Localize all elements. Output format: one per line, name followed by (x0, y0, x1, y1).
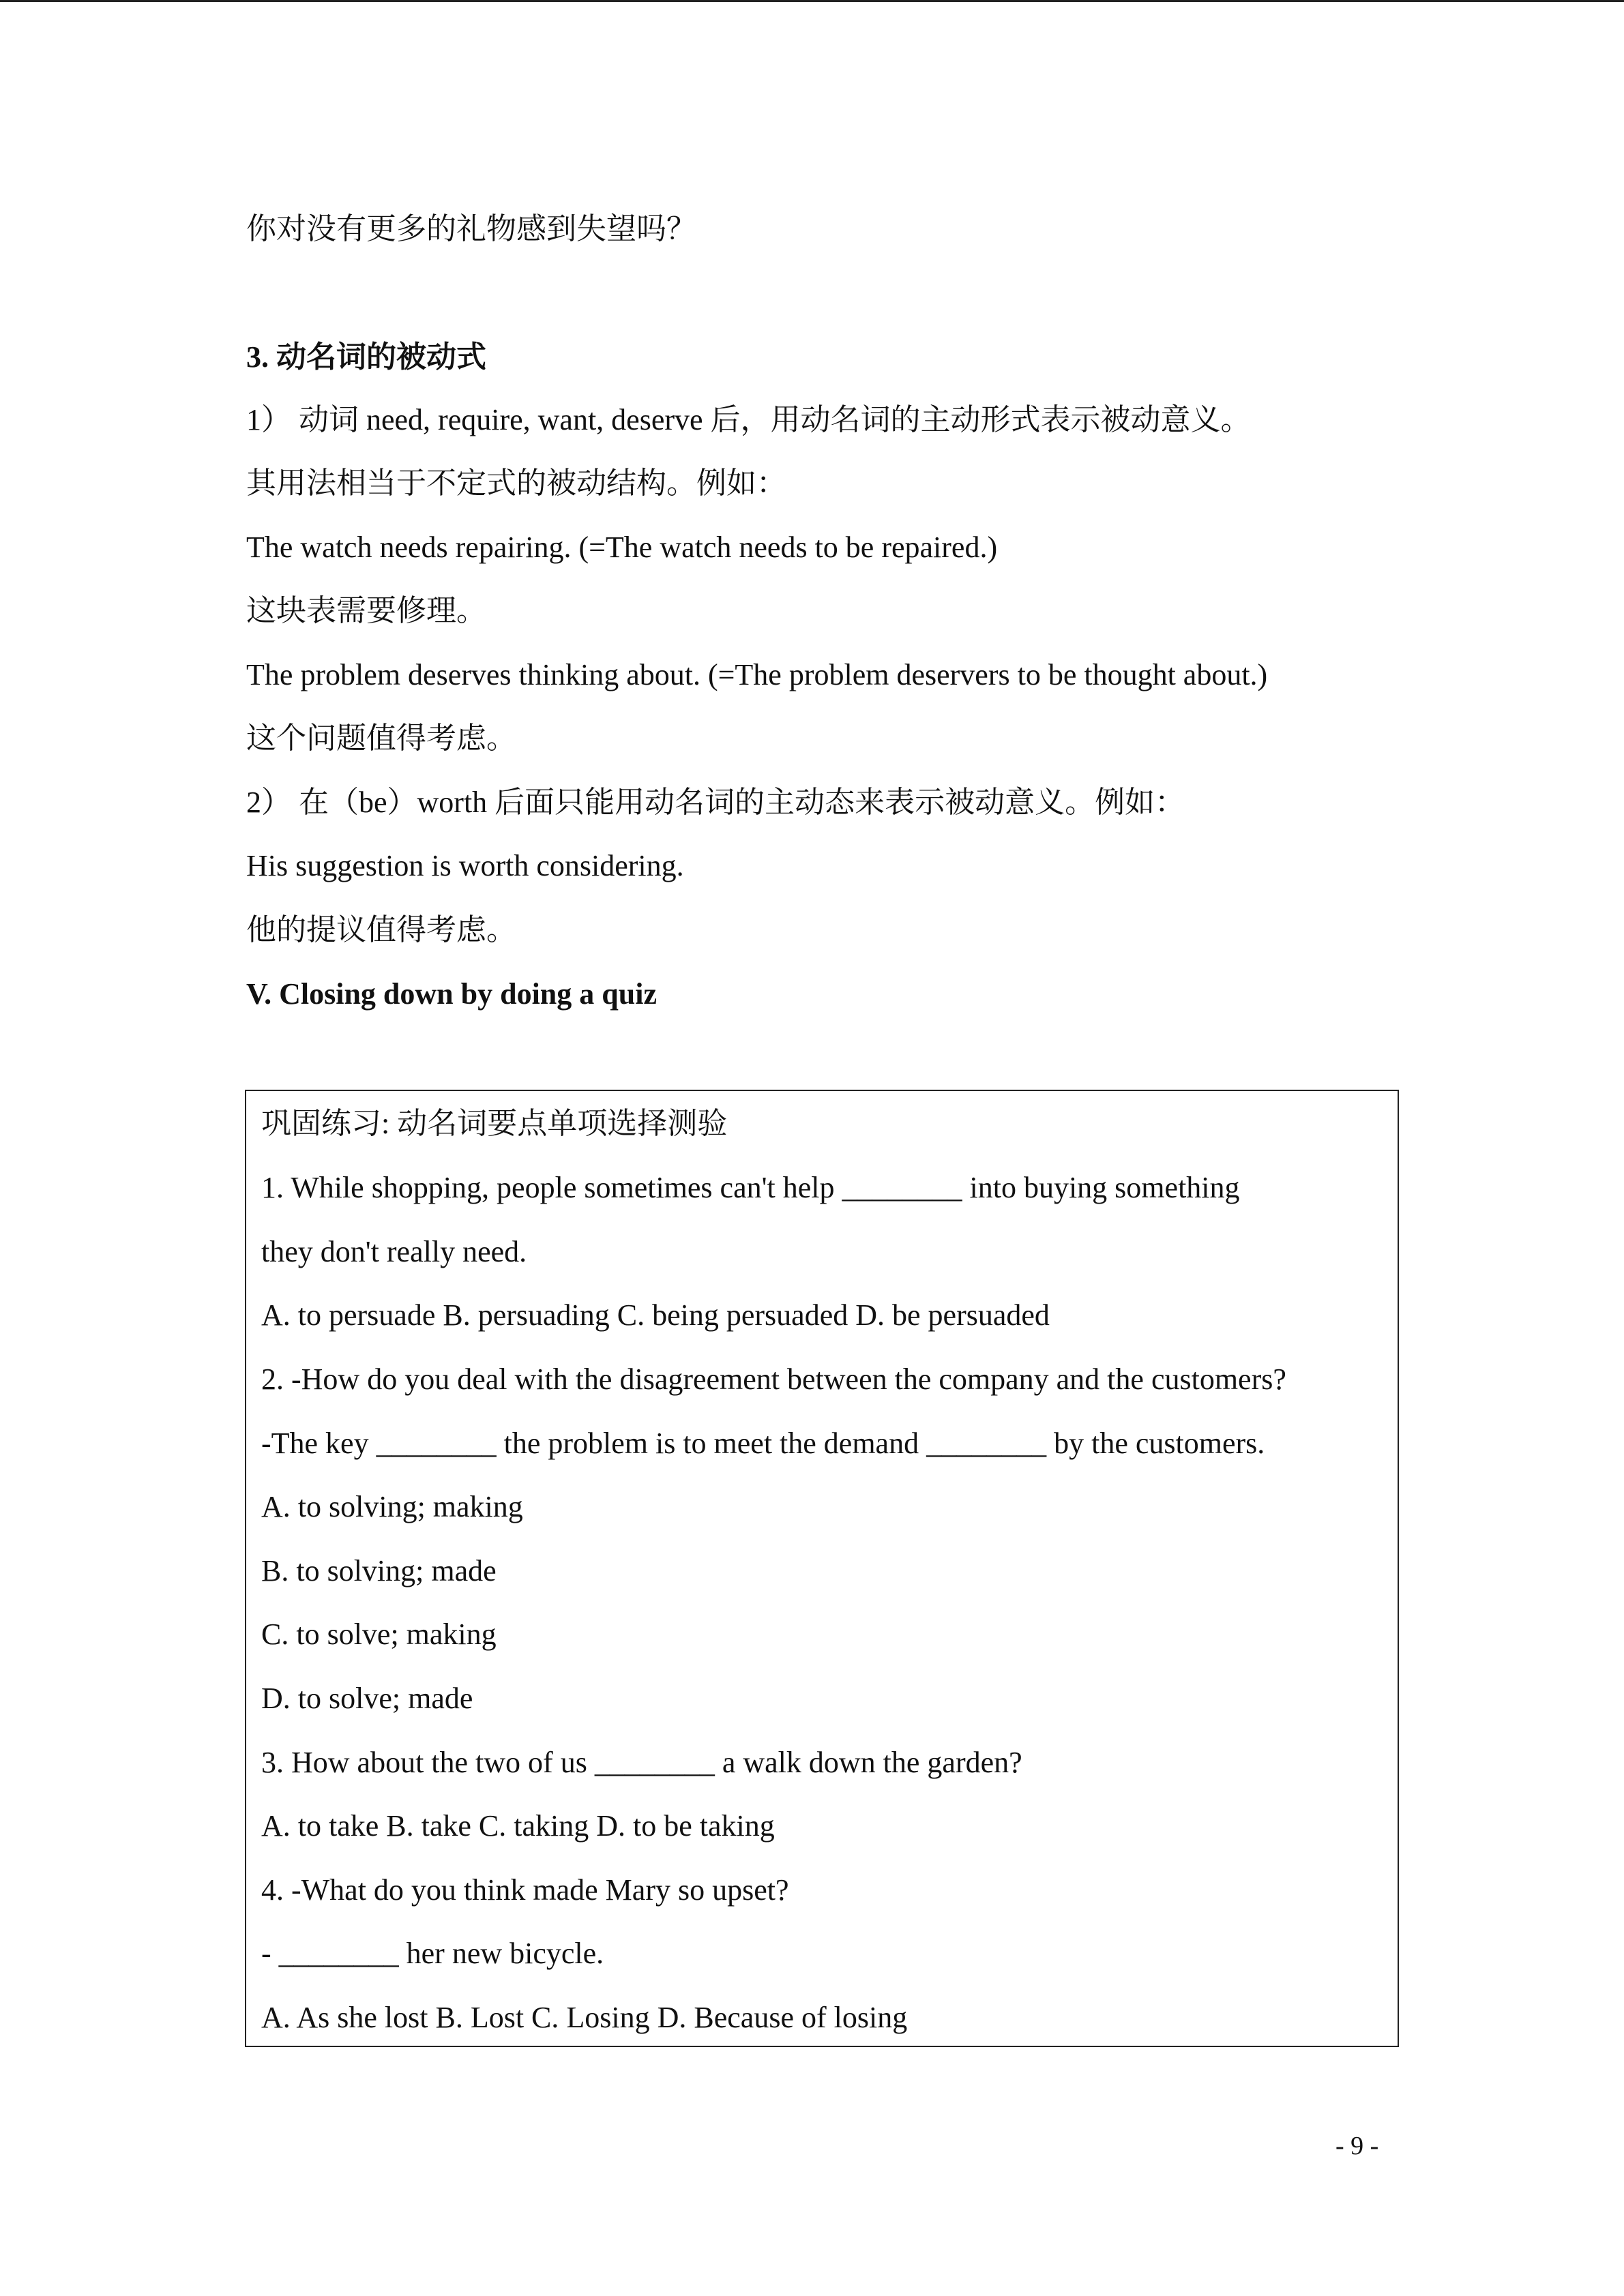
question-2-option-d: D. to solve; made (261, 1682, 473, 1715)
question-3-line-1: 3. How about the two of us ________ a walk down the garden? (261, 1746, 1022, 1779)
question-2-line-2: -The key ________ the problem is to meet the demand ________ by the customers. (261, 1427, 1265, 1460)
page-number: - 9 - (1335, 2132, 1379, 2160)
example-2-english: The problem deserves thinking about. (=The problem deservers to be thought about.) (246, 658, 1268, 691)
question-4-options: A. As she lost B. Lost C. Losing D. Because of losing (261, 2001, 908, 2034)
question-1-options: A. to persuade B. persuading C. being persuaded D. be persuaded (261, 1298, 1050, 1332)
question-1-line-2: they don't really need. (261, 1235, 527, 1268)
point-1-continuation: 其用法相当于不定式的被动结构。例如： (246, 466, 786, 500)
quiz-box (245, 1090, 1399, 2047)
example-3-english: His suggestion is worth considering. (246, 849, 684, 882)
intro-line: 你对没有更多的礼物感到失望吗？ (246, 212, 696, 245)
question-4-line-1: 4. -What do you think made Mary so upset? (261, 1873, 789, 1907)
quiz-title: 巩固练习: 动名词要点单项选择测验 (261, 1107, 728, 1140)
example-1-english: The watch needs repairing. (=The watch needs to be repaired.) (246, 531, 998, 564)
example-1-chinese: 这块表需要修理。 (246, 594, 486, 627)
section-v-heading: V. Closing down by doing a quiz (246, 977, 657, 1011)
example-3-chinese: 他的提议值得考虑。 (246, 913, 516, 946)
question-2-option-a: A. to solving; making (261, 1490, 523, 1523)
question-1-line-1: 1. While shopping, people sometimes can't help ________ into buying something (261, 1171, 1240, 1204)
question-2-option-c: C. to solve; making (261, 1617, 497, 1651)
example-2-chinese: 这个问题值得考虑。 (246, 721, 516, 755)
point-2: 2） 在（be）worth 后面只能用动名词的主动态来表示被动意义。例如： (246, 786, 1185, 819)
section-3-heading: 3. 动名词的被动式 (246, 340, 486, 374)
point-1: 1） 动词 need, require, want, deserve 后，用动名词的主动形式表示被动意义。 (246, 403, 1251, 436)
question-3-options: A. to take B. take C. taking D. to be taking (261, 1809, 775, 1843)
question-2-line-1: 2. -How do you deal with the disagreement between the company and the customers? (261, 1362, 1286, 1396)
question-2-option-b: B. to solving; made (261, 1554, 497, 1587)
question-4-line-2: - ________ her new bicycle. (261, 1937, 604, 1970)
page-top-border (0, 0, 1624, 2)
